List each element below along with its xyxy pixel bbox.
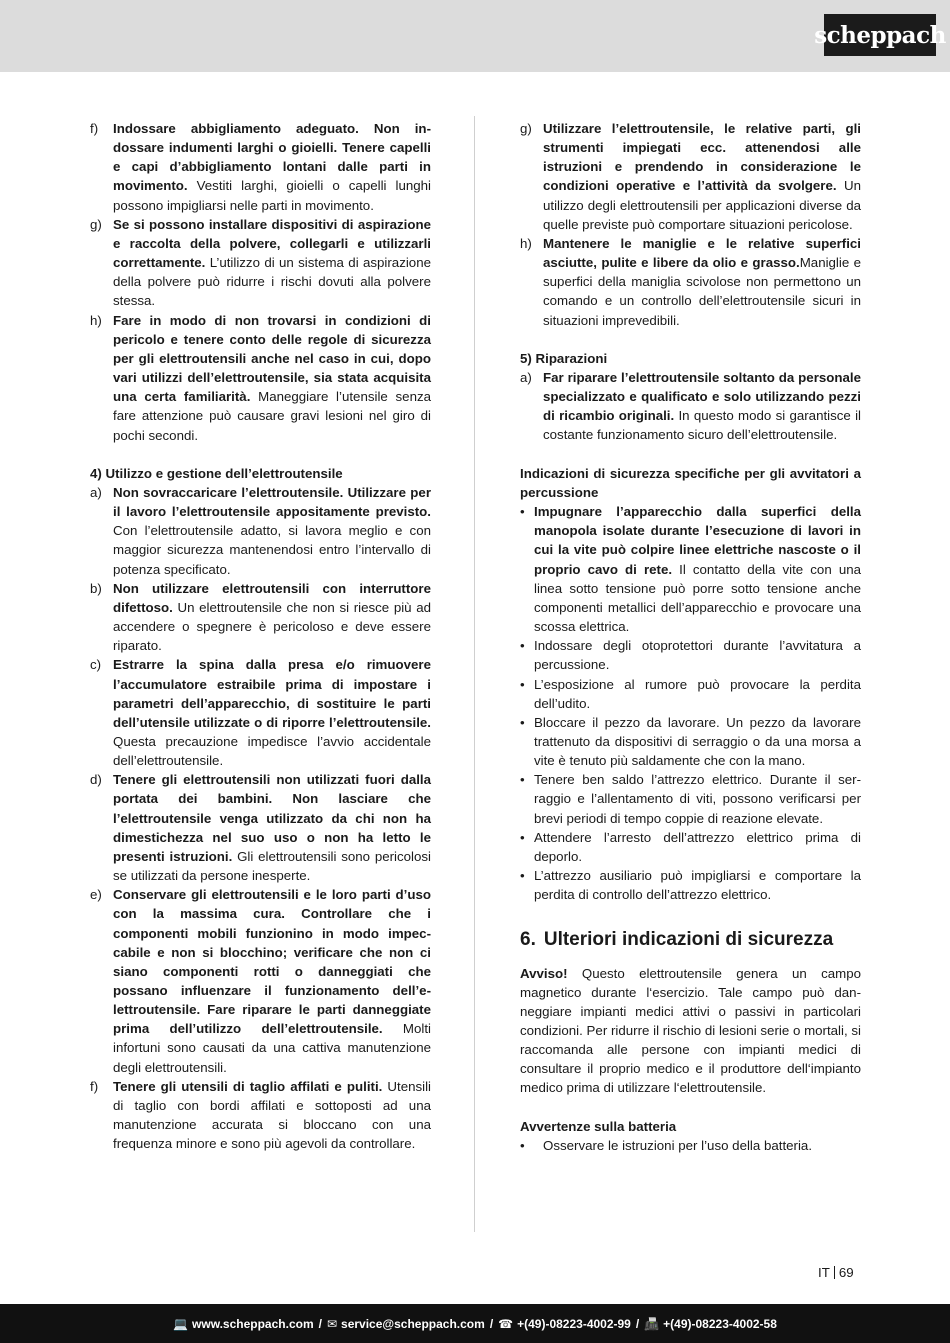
fax-icon: 📠	[644, 1316, 660, 1331]
right-column	[520, 119, 861, 1155]
list-item: b) Non utilizzare elettroutensili con interruttore difettoso. Un elettroutensile che non si riesce più ad accendere o spegnere è pericoloso e deve essere riparato.	[90, 580, 431, 654]
list-item: a) Far riparare l’elettroutensile soltanto da personale specializzato e qualificato e solo utilizzando pezzi di ricambio originali. In questo modo si garantisce il costante funzionamento sicuro dell’elettroutensile.	[520, 370, 861, 443]
bullet-item: • L’esposizione al rumore può provocare la perdita dell’udito.	[520, 676, 861, 711]
bullet-item: • Attendere l’arresto dell’attrezzo elettrico prima di deporlo.	[520, 829, 861, 864]
left-column	[90, 119, 431, 1153]
list-item: c) Estrarre la spina dalla presa e/o rimuovere l’accumulatore estraibile prima di impostare i parametri dell’apparecchio, di sostituire le parti dell’utensile utilizzate o di riporre l’elettroutensile. Questa precauzione impedisce l’avvio accidentale dell’elettroutensile.	[90, 657, 431, 769]
list-item: g) Se si possono installare dispositivi di aspirazione e raccolta della polvere, collegarli e utilizzarli correttamente. L’utilizzo di un sistema di aspirazione della polvere può ridurre i rischi dovuti alla polvere stessa.	[90, 216, 431, 309]
section-heading: Indicazioni di sicurezza specifiche per gli avvitatori a percussione	[520, 465, 861, 500]
website-link[interactable]: www.scheppach.com	[192, 1316, 314, 1331]
computer-icon: 💻	[173, 1316, 189, 1331]
list-item: d) Tenere gli elettroutensili non utilizzati fuori dalla portata dei bambini. Non lasciare che l’elettroutensile venga utilizzato da chi non ha dimestichezza nel suo uso o non ha letto le presenti istruzioni. Gli elettroutensili sono pericolosi se utilizzati da persone inesperte.	[90, 772, 431, 884]
column-divider	[474, 116, 475, 1232]
phone-number[interactable]: +(49)-08223-4002-99	[517, 1316, 631, 1331]
list-item: g) Utilizzare l’elettroutensile, le relative parti, gli strumenti impiegati ecc. attenendosi alle istruzioni e prendendo in considerazione le condizioni operative e l’attività da svolgere. Un utilizzo degli elettroutensili per applicazioni diverse da quelle previste può comportare situazioni pericolose.	[520, 121, 861, 232]
list-item: a) Non sovraccaricare l’elettroutensile. Utilizzare per il lavoro l’elettroutensile appositamente previsto. Con l’elettroutensile adatto, si lavora meglio e con maggior sicurezza mantenendosi entro l’intervallo di potenza specificato.	[90, 484, 431, 577]
envelope-icon: ✉	[326, 1316, 338, 1331]
footer-bar: 💻 www.scheppach.com / ✉ service@scheppach.com / ☎ +(49)-08223-4002-99 / 📠 +(49)-08223-4002-58	[0, 1304, 950, 1343]
chapter-heading: 6. Ulteriori indicazioni di sicurezza	[520, 928, 834, 950]
list-item: f) Indossare abbigliamento adeguato. Non indossare indumenti larghi o gioielli. Tenere capelli e capi d’abbigliamento lontani dalle parti in movimento. Vestiti larghi, gioielli o capelli lunghi possono impigliarsi nelle parti in movimento.	[90, 121, 431, 213]
phone-icon: ☎	[498, 1316, 514, 1331]
bullet-item: • Osservare le istruzioni per l’uso della batteria.	[520, 1137, 813, 1153]
bullet-item: • L’attrezzo ausiliario può impigliarsi e comportare la perdita di controllo dell’attrezzo elettrico.	[520, 868, 861, 903]
brand-logo: scheppach	[824, 14, 936, 56]
page-number: IT 69	[818, 1265, 854, 1280]
email-link[interactable]: service@scheppach.com	[341, 1316, 485, 1331]
section-heading: 5) Riparazioni	[520, 350, 608, 366]
bullet-item: • Bloccare il pezzo da lavorare. Un pezzo da lavorare trattenuto da dispositivi di serraggio o da una morsa a vite è tenuto più saldamente che con la mano.	[520, 714, 861, 769]
header-bar	[0, 0, 950, 72]
bullet-item: • Tenere ben saldo l’attrezzo elettrico. Durante il serraggio e l’allentamento di viti, possono verificarsi per brevi periodi di tempo coppie di reazione elevate.	[520, 772, 861, 826]
list-item: e) Conservare gli elettroutensili e le loro parti d’uso con la massima cura. Controllare che i componenti mobili funzionino in modo impeccabile e non si blocchino; verificare che non ci siano componenti rotti o danneggiati che possano influenzare il funzionamento dell’elettroutensile. Fare riparare le parti danneggiate prima dell’utilizzo dell’elettroutensile. Molti infortuni sono causati da una cattiva manutenzione degli elettroutensili.	[90, 887, 431, 1075]
list-item: h) Mantenere le maniglie e le relative superfici asciutte, pulite e libere da olio e grasso.Maniglie e superfici della maniglia scivolose non permettono un comando e un controllo dell’elettroutensile sicuri in situazioni imprevedibili.	[520, 235, 862, 328]
list-item: f) Tenere gli utensili di taglio affilati e puliti. Utensili di taglio con bordi affilati e sottoposti ad una manutenzione accurata si bloccano con una frequenza minore e sono più agevoli da controllare.	[90, 1078, 431, 1152]
bullet-item: • Impugnare l’apparecchio dalla superfici della manopola isolate durante l’esecuzione di lavori in cui la vite può colpire linee elettriche nascoste o il proprio cavo di rete. Il contatto della vite con una linea sotto tensione può porre sotto tensione anche componenti metallici dell’apparecchio e provocare una scossa elettrica.	[520, 504, 861, 635]
bullet-item: • Indossare degli otoprotettori durante l’avvitatura a percussione.	[520, 638, 861, 673]
section-heading: Avvertenze sulla batteria	[520, 1118, 677, 1134]
notice-paragraph: Avviso! Questo elettroutensile genera un campo magnetico durante l‘esercizio. Tale campo può danneggiare impianti medici attivi o passivi in particolari condizioni. Per ridurre il rischio di lesioni serie o mortali, si raccomanda alle persone con impianti medici di consultare il proprio medico e il produttore dell‘impianto medico prima di utilizzare l‘elettroutensile.	[520, 965, 861, 1096]
section-heading: 4) Utilizzo e gestione dell’elettroutensile	[90, 465, 343, 481]
fax-number: +(49)-08223-4002-58	[663, 1316, 777, 1331]
list-item: h) Fare in modo di non trovarsi in condizioni di pericolo e tenere conto delle regole di sicurezza per gli elettroutensili anche nel caso in cui, dopo vari utilizzi dell’elettroutensile, sia stata acquisita una certa familiarità. Maneggiare l’utensile senza fare attenzione può causare gravi lesioni nel giro di pochi secondi.	[90, 312, 432, 443]
